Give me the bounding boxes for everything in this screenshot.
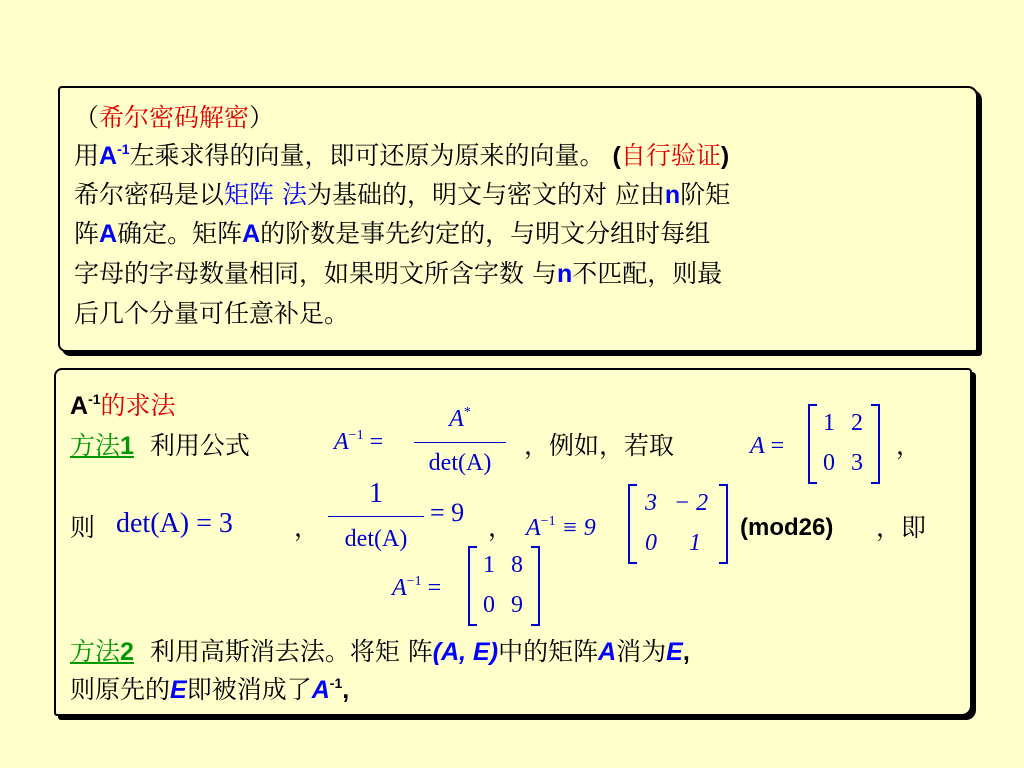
var-E: E <box>170 676 187 704</box>
cell: 8 <box>511 552 523 578</box>
fraction-bar <box>414 442 506 443</box>
one-over-det <box>328 474 424 558</box>
text: 字母的字母数量相同，如果明文所含字数 与 <box>74 259 557 288</box>
cell: 9 <box>511 592 523 618</box>
text: 不匹配，则最 <box>572 259 723 288</box>
var: A <box>392 575 407 601</box>
inverse-heading <box>70 390 176 422</box>
cell: 0 <box>823 450 835 476</box>
text: 阶矩 <box>680 180 731 209</box>
box1-line-4 <box>74 218 710 250</box>
cell: 0 <box>645 530 657 556</box>
eq: = <box>770 433 785 459</box>
method1-line <box>70 430 250 462</box>
box1-line-5 <box>74 258 722 290</box>
var-A: A <box>598 638 617 666</box>
formula-lhs <box>334 430 383 454</box>
label: 方法 <box>70 637 121 666</box>
paren: ) <box>720 142 730 170</box>
text: 为基础的，明文与密文的对 应由 <box>306 180 665 209</box>
method2-label <box>70 637 134 666</box>
text: 即被消成了 <box>186 675 312 704</box>
denominator: det(A) <box>428 450 492 476</box>
comma: ， <box>488 513 514 542</box>
text: 中的矩阵 <box>498 637 599 666</box>
text: 消为 <box>616 637 667 666</box>
comma: ， <box>294 513 320 542</box>
var: A <box>334 429 349 455</box>
text: 用 <box>74 141 100 170</box>
text: 希尔密码是以 <box>74 180 225 209</box>
box1-line-1 <box>74 102 274 134</box>
det-equation: det(A) = 3 <box>116 508 233 539</box>
cell: 1 <box>689 530 701 556</box>
bracket-right <box>871 404 880 484</box>
text: 利用公式 <box>149 431 250 460</box>
box1-line-6: 后几个分量可任意补足。 <box>74 299 350 328</box>
var: A <box>449 406 464 432</box>
bracket-left <box>468 546 477 626</box>
cell: 3 <box>851 450 863 476</box>
sup: −1 <box>348 428 364 443</box>
sup: −1 <box>540 514 556 529</box>
method2-line <box>70 636 690 668</box>
formula-fraction <box>414 400 506 480</box>
ze-text: 则 <box>70 513 96 542</box>
frac-result: = 9 <box>430 498 465 527</box>
inverse-matrix <box>628 484 728 564</box>
matrixA <box>808 404 880 484</box>
sup: * <box>463 405 471 420</box>
var-A: A <box>242 220 261 248</box>
cell: 1 <box>823 410 835 436</box>
paren-close: ） <box>249 103 275 132</box>
var-A: A <box>311 676 330 704</box>
sup: −1 <box>406 574 422 589</box>
heading-text: 的求法 <box>100 391 176 420</box>
result-lhs <box>392 576 441 600</box>
var-n: n <box>664 181 681 209</box>
paren: ( <box>612 142 621 170</box>
bracket-right <box>531 546 540 626</box>
cell: 0 <box>483 592 495 618</box>
comma: , <box>342 676 350 704</box>
text: 阵 <box>74 219 100 248</box>
sup: -1 <box>117 141 130 157</box>
comma: ， <box>896 431 922 460</box>
var-A: A <box>70 392 89 420</box>
comma: , <box>682 638 690 666</box>
section-title: 希尔密码解密 <box>99 103 250 132</box>
paren-open: （ <box>74 103 100 132</box>
example-text: ，例如，若取 <box>524 431 675 460</box>
num: 2 <box>120 638 134 666</box>
var-A: A <box>99 142 118 170</box>
fraction-bar <box>328 516 424 517</box>
eq: = <box>369 429 384 455</box>
box1-line-3 <box>74 179 730 211</box>
cell: 3 <box>645 490 657 516</box>
num: 1 <box>120 432 134 460</box>
bracket-right <box>719 484 728 564</box>
box1-line-2 <box>74 140 729 172</box>
cell: 1 <box>483 552 495 578</box>
var: A <box>750 433 765 459</box>
bracket-left <box>628 484 637 564</box>
sup: -1 <box>88 391 101 407</box>
method1-label <box>70 431 134 460</box>
eq: = <box>427 575 442 601</box>
congruent: ≡ 9 <box>561 515 596 541</box>
denominator: det(A) <box>344 526 408 552</box>
text: 利用高斯消去法。将矩 阵 <box>149 637 433 666</box>
var-E: E <box>666 638 683 666</box>
mod-26: (mod26) <box>740 514 834 541</box>
var-A: A <box>99 220 118 248</box>
method2-line-2 <box>70 674 349 706</box>
text: 左乘求得的向量，即可还原为原来的向量。 <box>129 141 605 170</box>
var: A <box>526 515 541 541</box>
cell: − 2 <box>673 490 709 516</box>
self-verify: 自行验证 <box>620 141 721 170</box>
cell: 2 <box>851 410 863 436</box>
ji-text: ，即 <box>876 513 927 542</box>
text: 确定。矩阵 <box>117 219 243 248</box>
matrix-method-term: 矩阵 法 <box>224 180 307 209</box>
result-matrix <box>468 546 540 626</box>
inverse-lhs <box>526 516 596 540</box>
numerator: 1 <box>369 478 383 509</box>
label: 方法 <box>70 431 121 460</box>
numerator <box>414 406 506 433</box>
matrixA-lhs <box>750 434 784 458</box>
text: 的阶数是事先约定的，与明文分组时每组 <box>260 219 711 248</box>
text: 则原先的 <box>70 675 171 704</box>
inverse-method-box <box>54 368 972 716</box>
var-n: n <box>556 260 573 288</box>
bracket-left <box>808 404 817 484</box>
sup: -1 <box>329 675 343 691</box>
AE-matrix: (A, E) <box>432 638 499 666</box>
hill-cipher-decrypt-box <box>58 86 978 352</box>
